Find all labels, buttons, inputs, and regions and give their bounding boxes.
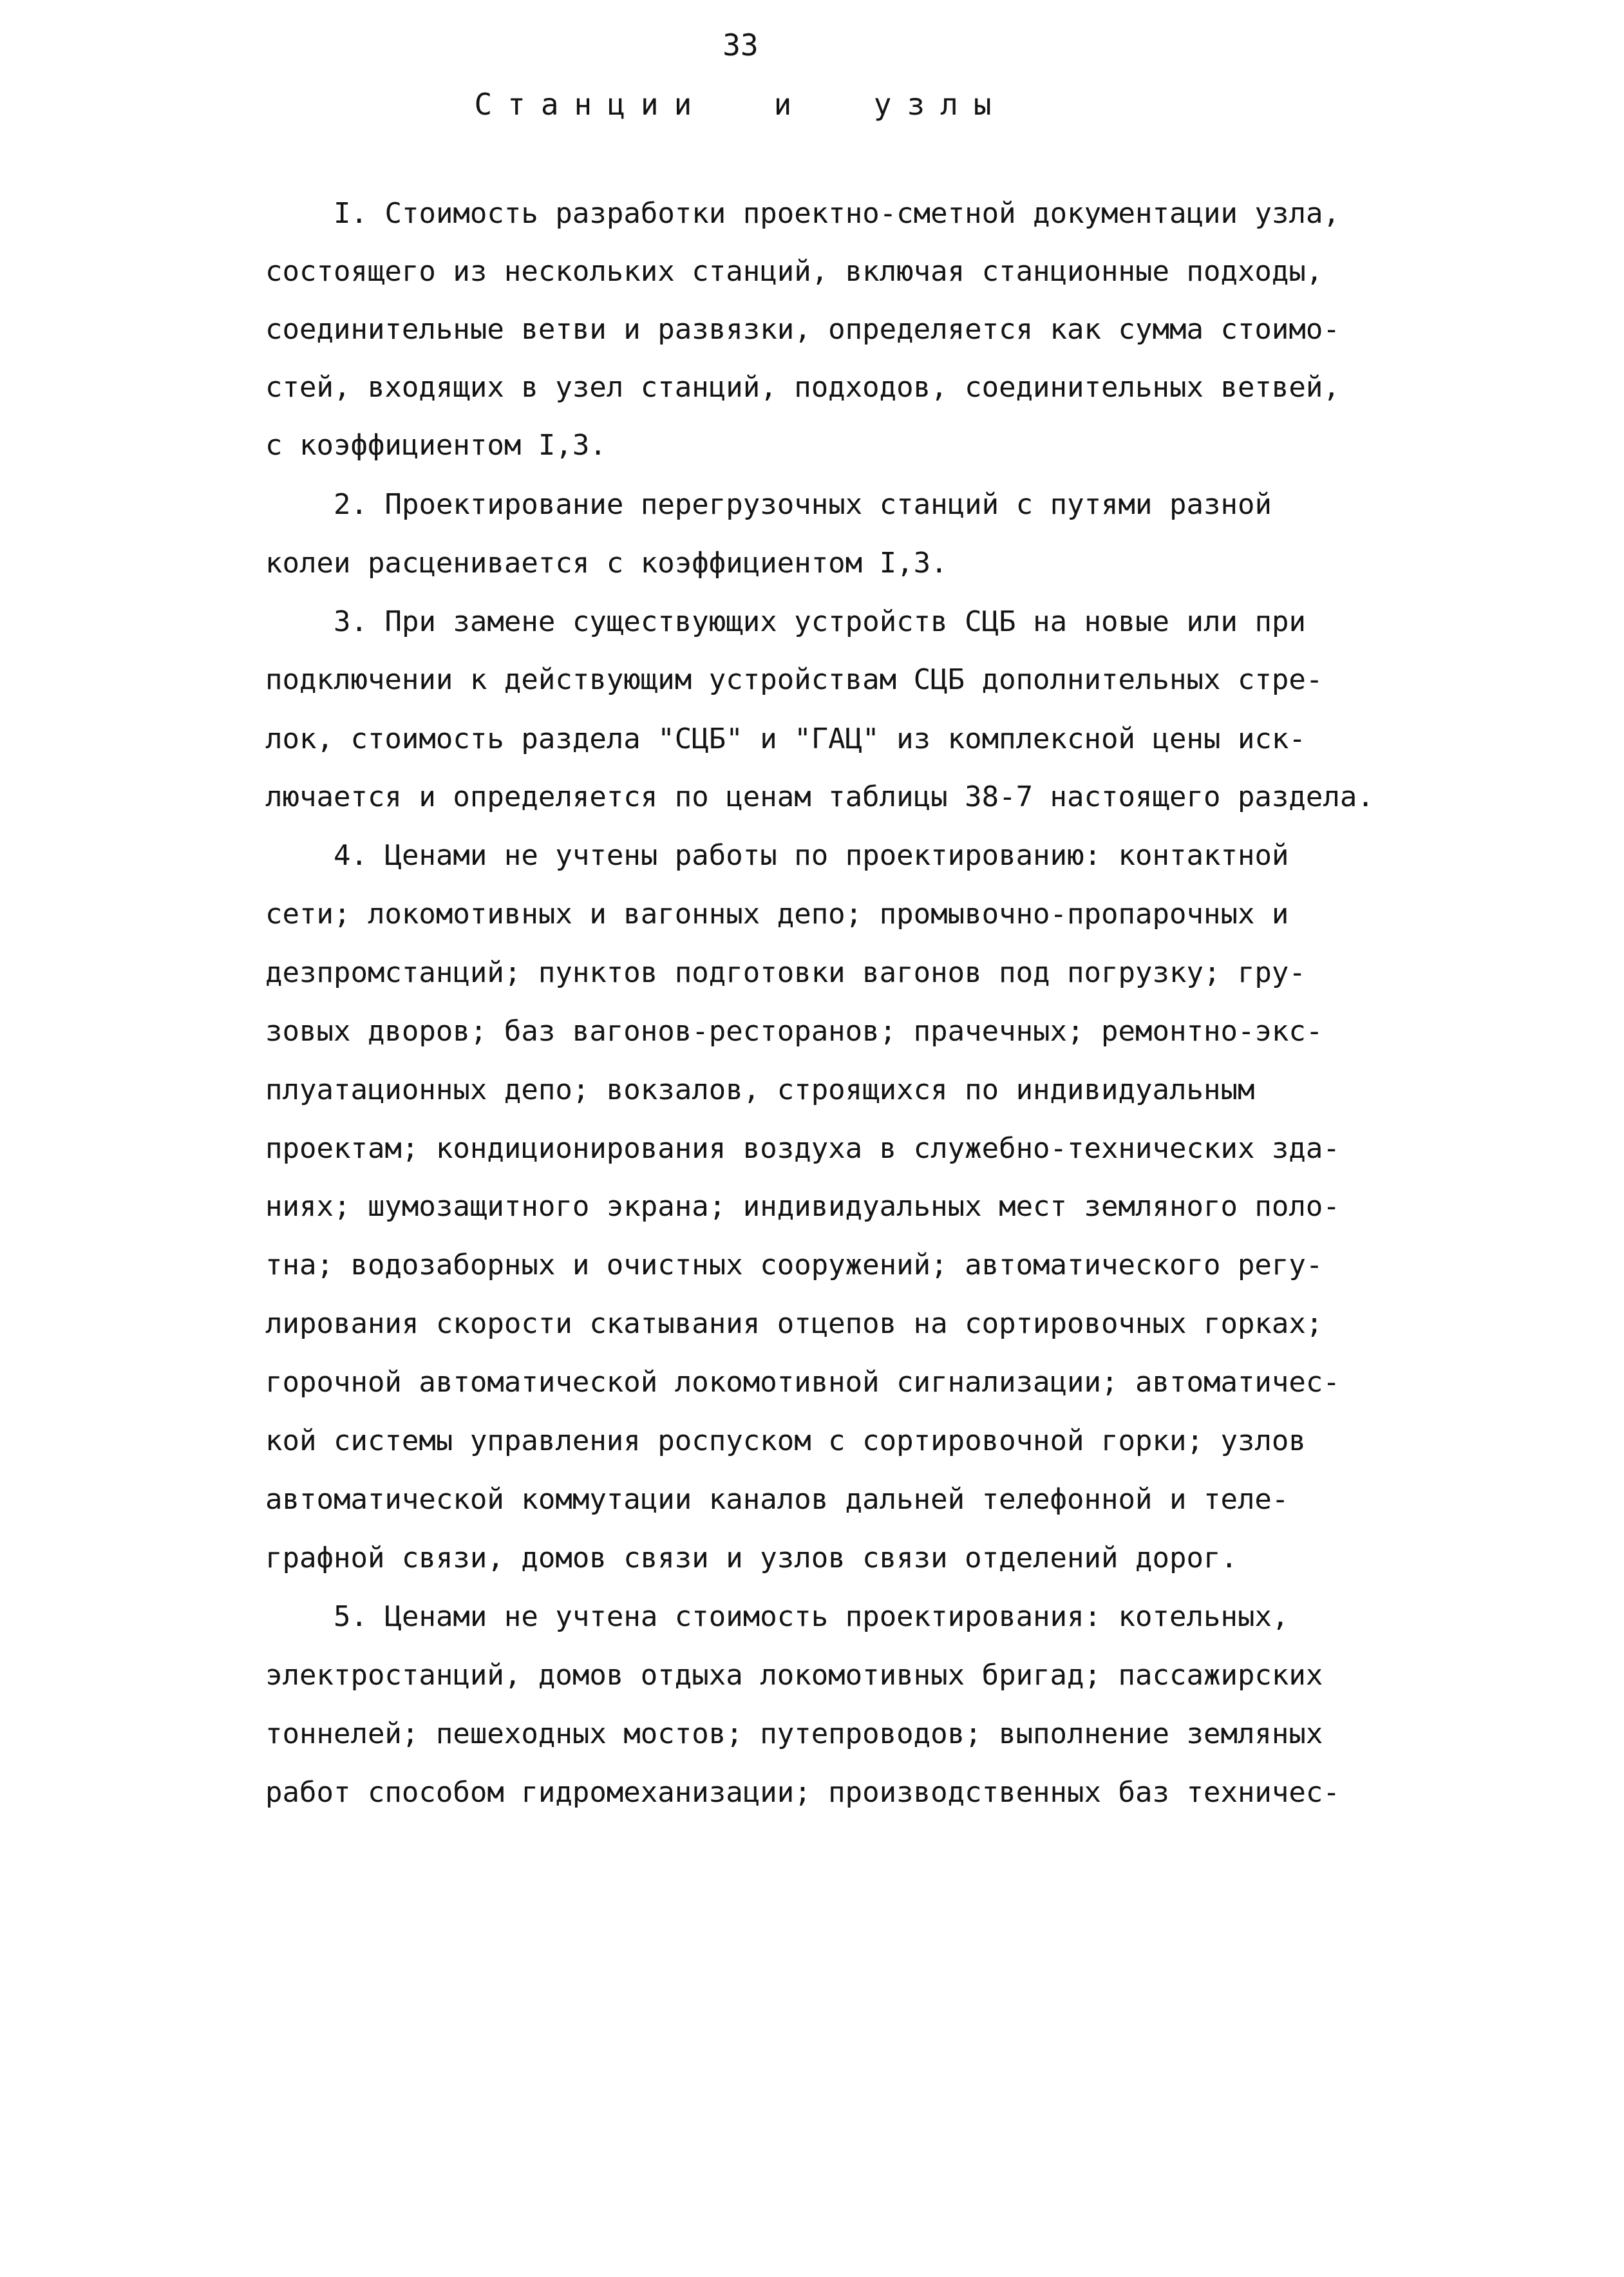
paragraph-4-line: автоматической коммутации каналов дальней телефонной и теле- [265,1483,1289,1516]
paragraph-5-line: работ способом гидромеханизации; производственных баз техничес- [265,1776,1340,1809]
paragraph-3-line: лючается и определяется по ценам таблицы 38-7 настоящего раздела. [265,780,1374,813]
paragraph-4-line: лирования скорости скатывания отцепов на сортировочных горках; [265,1307,1323,1340]
paragraph-4-line: зовых дворов; баз вагонов-ресторанов; прачечных; ремонтно-экс- [265,1015,1323,1048]
paragraph-1-line: стей, входящих в узел станций, подходов, соединительных ветвей, [265,371,1340,404]
paragraph-4-line: тна; водозаборных и очистных сооружений; автоматического регу- [265,1249,1323,1281]
paragraph-2-line: колеи расценивается с коэффициентом I,3. [265,547,948,580]
section-title: Станции и узлы [474,87,1007,122]
paragraph-4-line: проектам; кондиционирования воздуха в служебно-технических зда- [265,1132,1340,1165]
paragraph-3-line: подключении к действующим устройствам СЦБ дополнительных стре- [265,663,1323,696]
paragraph-1-line: соединительные ветви и развязки, определяется как сумма стоимо- [265,313,1340,346]
paragraph-5-line: 5. Ценами не учтена стоимость проектирования: котельных, [334,1600,1289,1633]
paragraph-3-line: лок, стоимость раздела "СЦБ" и "ГАЦ" из комплексной цены иск- [265,723,1306,755]
paragraph-4-line: дезпромстанций; пунктов подготовки вагонов под погрузку; гру- [265,956,1306,989]
paragraph-5-line: электростанций, домов отдыха локомотивных бригад; пассажирских [265,1659,1323,1692]
paragraph-4-line: графной связи, домов связи и узлов связи отделений дорог. [265,1542,1238,1574]
page-number: 33 [722,28,759,62]
paragraph-3-line: 3. При замене существующих устройств СЦБ на новые или при [334,605,1306,638]
paragraph-4-line: ниях; шумозащитного экрана; индивидуальных мест земляного поло- [265,1190,1340,1223]
paragraph-4-line: горочной автоматической локомотивной сигнализации; автоматичес- [265,1366,1340,1399]
paragraph-1-line: состоящего из нескольких станций, включая станционные подходы, [265,255,1323,288]
paragraph-4-line: кой системы управления роспуском с сортировочной горки; узлов [265,1424,1306,1457]
paragraph-4-line: плуатационных депо; вокзалов, строящихся по индивидуальным [265,1073,1255,1106]
paragraph-2-line: 2. Проектирование перегрузочных станций с путями разной [334,488,1272,521]
paragraph-1-line: I. Стоимость разработки проектно-сметной документации узла, [334,197,1340,230]
paragraph-4-line: 4. Ценами не учтены работы по проектированию: контактной [334,839,1289,872]
paragraph-1-line: с коэффициентом I,3. [265,429,607,462]
paragraph-5-line: тоннелей; пешеходных мостов; путепроводов; выполнение земляных [265,1717,1323,1750]
paragraph-4-line: сети; локомотивных и вагонных депо; промывочно-пропарочных и [265,898,1289,931]
